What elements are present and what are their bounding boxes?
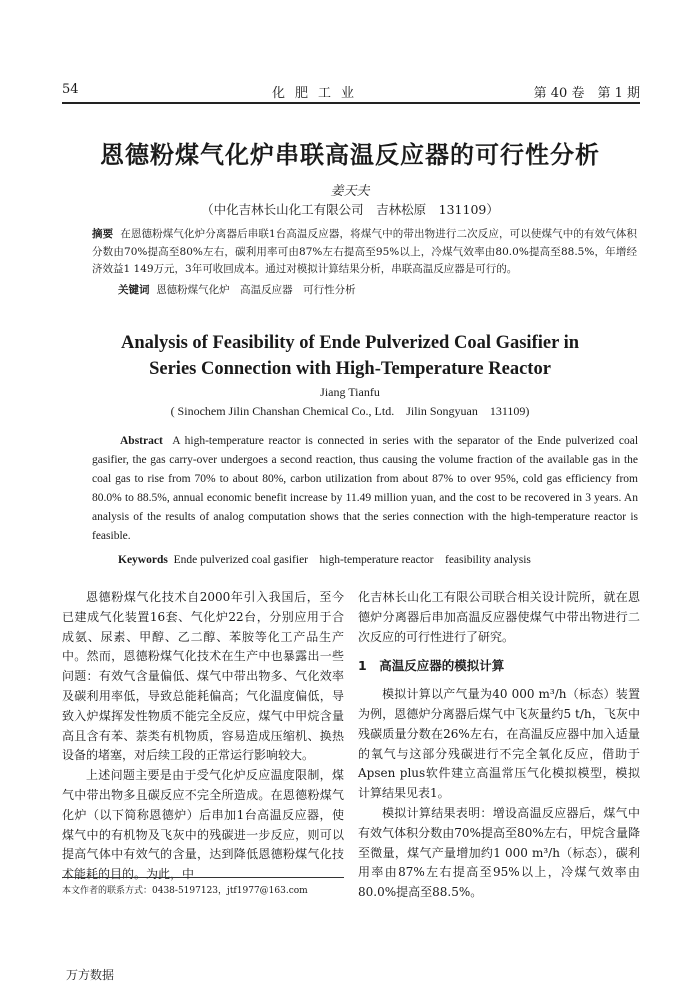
keywords-english [118,551,531,567]
section-heading: 1 高温反应器的模拟计算 [358,658,505,674]
keywords-text-en: Ende pulverized coal gasifier high-temperature reactor feasibility analysis [173,554,531,566]
abstract-english [92,432,638,546]
abstract-text-cn: 在恩德粉煤气化炉分离器后串联1台高温反应器，将煤气中的带出物进行二次反应，可以使煤气中的有效气体积分数由70%提高至80%左右，碳利用率可由87%左右提高至95%以上，冷煤气效率由80.0%提高至88.5%，年增经济效益1 149万元，3年可收回成本。通过对模拟计算结果分析，串联高温反应器是可行的。 [92,228,637,275]
issue-info: 第 40 卷 第 1 期 [533,86,640,101]
abstract-label-en: Abstract [120,435,163,447]
author-chinese: 姜天夫 [330,184,370,199]
author-english: Jiang Tianfu [320,385,380,399]
body-paragraph: 模拟计算以产气量为40 000 m³/h（标态）装置为例，恩德炉分离器后煤气中飞灰量约5 t/h，飞灰中残碳质量分数在26%左右，在高温反应器中加入适量的氧气与这部分残碳进行不完全氧化反应，借助于Apsen plus软件建立高温常压气化模拟模型，模拟计算结果见表1。 [358,687,640,801]
body-paragraph: 上述问题主要是由于受气化炉反应温度限制，煤气中带出物多且碳反应不完全所造成。在恩德粉煤气化炉（以下简称恩德炉）后串加1台高温反应器，使煤气中的有机物及飞灰中的残碳进一步反应，则可以提高气体中有效气的含量，达到降低恩德粉煤气化技术能耗的目的。为此，中 [62,768,344,882]
affiliation-english: ( Sinochem Jilin Chanshan Chemical Co., Ltd. Jilin Songyuan 131109) [170,404,530,418]
footnote-divider [62,877,344,878]
affiliation-chinese: （中化吉林长山化工有限公司 吉林松原 131109） [201,202,499,217]
keywords-label-en: Keywords [118,554,168,566]
running-header [62,80,640,104]
wanfang-watermark: 万方数据 [66,968,115,982]
abstract-text-en: A high-temperature reactor is connected in series with the separator of the Ende pulverized coal gasifier, the gas carry-over undergoes a second reaction, thus causing the volume fraction of the available gas in the coal gas to rise from 70% to about 80%, carbon utilization from about 87% to over 95%, cold gas efficiency from 80.0% to 88.5%, annual economic benefit increase by 11.49 million yuan, and the cost to be recovered in 3 years. An analysis of the results of analog computation shows that the series connection with the high-temperature reactor is feasible. [92,435,639,542]
body-paragraph: 恩德粉煤气化技术自2000年引入我国后，至今已建成气化装置16套、气化炉22台，分别应用于合成氨、尿素、甲醇、乙二醇、苯胺等化工产品生产中。然而，恩德粉煤气化技术在生产中也暴露出一些问题：有效气含量偏低、煤气中带出物多、气化效率及碳利用率低，导致总能耗偏高；气化温度偏低，导致入炉煤挥发性物质不能完全反应，煤气中甲烷含量高且含有苯、萘类有机物质，容易造成压缩机、换热设备的堵塞，对后续工段的正常运行影响较大。 [62,590,344,763]
author-contact-footnote: 本文作者的联系方式：0438-5197123，jtf1977@163.com [62,886,308,896]
journal-name: 化肥工业 [272,86,365,101]
keywords-text-cn: 恩德粉煤气化炉 高温反应器 可行性分析 [156,284,356,296]
abstract-label-cn: 摘要 [92,228,114,240]
title-chinese: 恩德粉煤气化炉串联高温反应器的可行性分析 [100,141,600,169]
page-number: 54 [62,82,79,97]
body-left-column [62,588,344,885]
title-english [0,330,700,382]
body-paragraph: 模拟计算结果表明：增设高温反应器后，煤气中有效气体积分数由70%提高至80%左右，甲烷含量降至微量，煤气产量增加约1 000 m³/h（标态），碳利用率由87%左右提高至95%以上，冷煤气效率由80.0%提高至88.5%。 [358,805,640,900]
keywords-label-cn: 关键词 [118,284,150,296]
abstract-chinese [92,226,637,279]
body-right-column [358,588,640,903]
title-english-line2: Series Connection with High-Temperature Reactor [149,359,551,379]
body-paragraph: 化吉林长山化工有限公司联合相关设计院所，就在恩德炉分离器后串加高温反应器使煤气中带出物进行二次反应的可行性进行了研究。 [358,590,640,644]
title-english-line1: Analysis of Feasibility of Ende Pulverized Coal Gasifier in [120,333,580,353]
keywords-chinese [118,282,356,297]
